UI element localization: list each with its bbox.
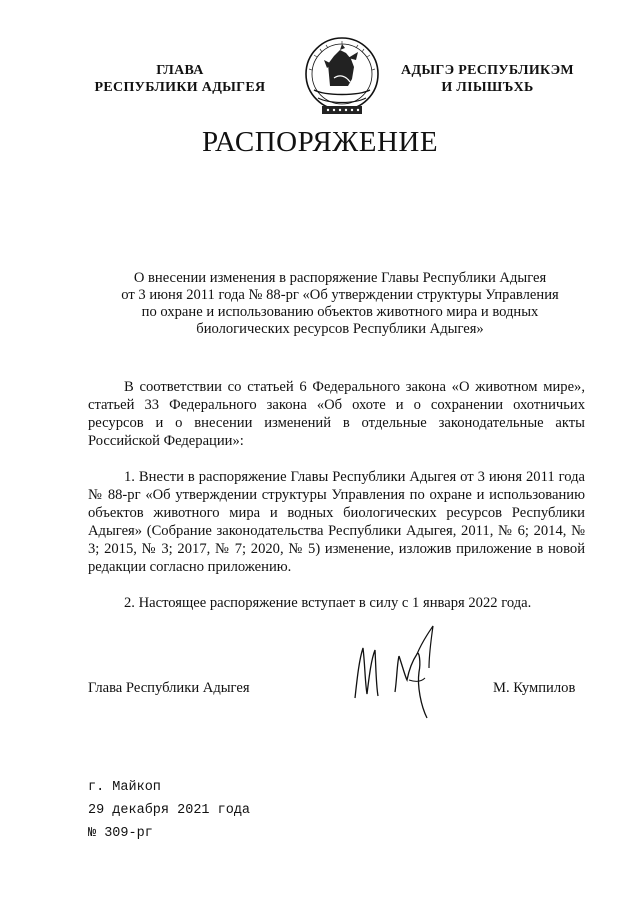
document-subject (100, 270, 580, 338)
header-right-line1: АДЫГЭ РЕСПУБЛИКЭМ (401, 63, 574, 78)
signature-icon (345, 620, 445, 720)
subject-line: от 3 июня 2011 года № 88-рг «Об утверждении структуры Управления (121, 287, 559, 303)
legal-basis-paragraph: В соответствии со статьей 6 Федерального закона «О животном мире», статьей 33 Федерального закона «Об охоте и о сохранении охотничьих ресурсов и о внесении изменений в отдельные законодательные акты Российской Федерации»: (88, 379, 585, 449)
subject-line: по охране и использованию объектов животного мира и водных (141, 304, 539, 320)
subject-line: О внесении изменения в распоряжение Главы Республики Адыгея (133, 270, 547, 286)
document-city: г. Майкоп (88, 780, 161, 795)
subject-line: биологических ресурсов Республики Адыгея» (196, 321, 484, 337)
signatory-title: Глава Республики Адыгея (88, 680, 250, 696)
header-left-block (60, 62, 300, 96)
header-left-line1: ГЛАВА (156, 63, 204, 78)
signatory-name: М. Кумпилов (493, 680, 576, 696)
resolution-item-2: 2. Настоящее распоряжение вступает в силу с 1 января 2022 года. (124, 595, 532, 611)
header-left-line2: РЕСПУБЛИКИ АДЫГЕЯ (94, 80, 266, 95)
document-number: № 309-рг (88, 826, 153, 841)
republic-emblem-icon (296, 34, 388, 120)
document-date: 29 декабря 2021 года (88, 803, 251, 818)
document-title: РАСПОРЯЖЕНИЕ (201, 126, 439, 158)
resolution-item-1: 1. Внести в распоряжение Главы Республики Адыгея от 3 июня 2011 года № 88-рг «Об утверждении структуры Управления по охране и использованию объектов животного мира и водных биологических ресурсов Республики Адыгея» (Собрание законодательства Республики Адыгея, 2011, № 6; 2014, № 3; 2015, № 3; 2017, № 7; 2020, № 5) изменение, изложив приложение в новой редакции согласно приложению. (88, 469, 585, 575)
header-right-block (385, 62, 590, 96)
header-right-line2: И ЛІЫШЪХЬ (441, 80, 534, 95)
